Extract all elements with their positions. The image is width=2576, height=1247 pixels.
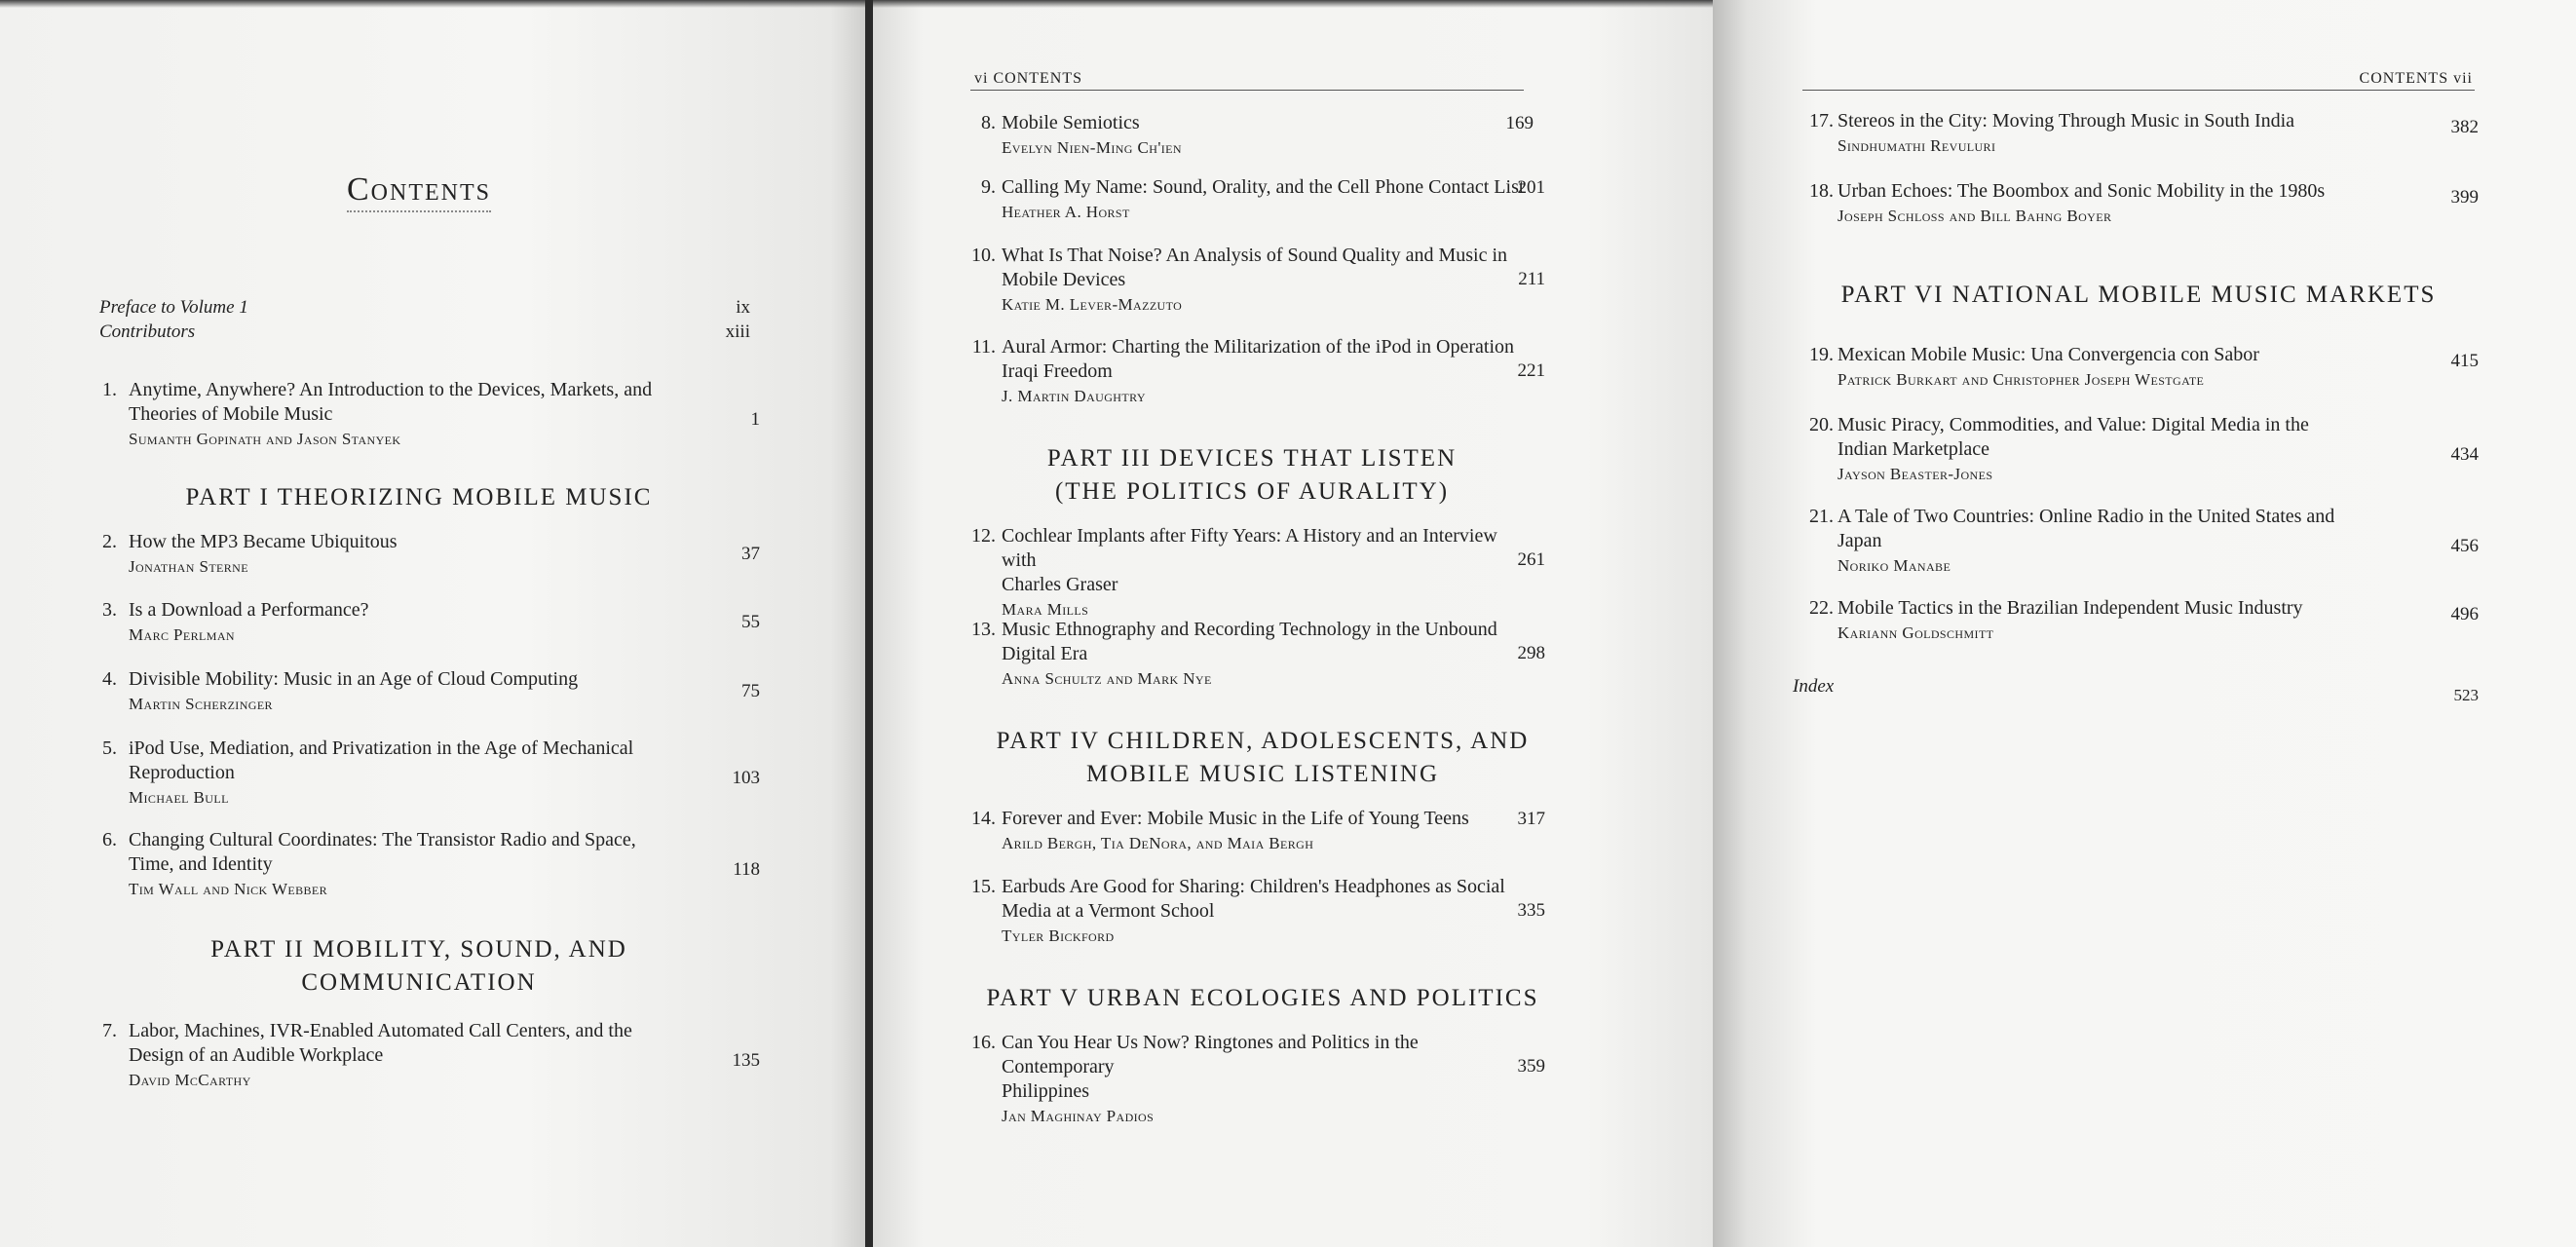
- toc-entry: [88, 828, 760, 901]
- header-rule: [970, 90, 1524, 91]
- entry-number: 14.: [971, 808, 996, 829]
- entry-author: Evelyn Nien-Ming Ch'ien: [1002, 138, 1182, 157]
- entry-title-line: Can You Hear Us Now? Ringtones and Politics in the Contemporary: [1002, 1032, 1419, 1077]
- entry-title-line: Earbuds Are Good for Sharing: Children's Headphones as Social: [1002, 876, 1505, 897]
- entry-title-line: Indian Marketplace: [1837, 438, 1990, 460]
- toc-entry: [1802, 413, 2479, 486]
- index-label: Index: [1793, 676, 1835, 697]
- entry-title-line: Charles Graser: [1002, 574, 1118, 595]
- entry-number: 3.: [102, 599, 117, 621]
- entry-title-line: Anytime, Anywhere? An Introduction to the Devices, Markets, and: [129, 379, 653, 400]
- entry-title-line: A Tale of Two Countries: Online Radio in the United States and: [1837, 506, 2335, 527]
- part-heading: [970, 442, 1534, 509]
- toc-entry: [970, 335, 1545, 408]
- entry-title-line: Media at a Vermont School: [1002, 900, 1215, 922]
- entry-number: 13.: [971, 619, 996, 640]
- entry-title-line: Mexican Mobile Music: Una Convergencia con Sabor: [1837, 344, 2259, 365]
- entry-title-line: Is a Download a Performance?: [129, 599, 369, 621]
- page-number: 169: [1505, 113, 1534, 133]
- page-number: 523: [2453, 686, 2479, 704]
- entry-title-line: Cochlear Implants after Fifty Years: A History and an Interview with: [1002, 525, 1497, 571]
- entry-title-line: Theories of Mobile Music: [129, 403, 333, 425]
- entry-title-line: Aural Armor: Charting the Militarization of the iPod in Operation: [1002, 336, 1515, 358]
- entry-number: 15.: [971, 876, 996, 897]
- entry-title-line: Mobile Tactics in the Brazilian Independent Music Industry: [1837, 597, 2303, 619]
- toc-entry: [1802, 505, 2479, 578]
- toc-entry: [88, 378, 760, 451]
- page-number: 135: [732, 1050, 760, 1071]
- toc-entry: [1802, 596, 2479, 645]
- entry-author: Tyler Bickford: [1002, 926, 1115, 945]
- entry-author: Noriko Manabe: [1837, 556, 1951, 575]
- entry-author: Jan Maghinay Padios: [1002, 1107, 1155, 1125]
- entry-title-line: What Is That Noise? An Analysis of Sound Quality and Music in: [1002, 245, 1508, 266]
- entry-number: 10.: [971, 245, 996, 266]
- entry-author: Mara Mills: [1002, 600, 1089, 619]
- page-number: 335: [1517, 900, 1545, 921]
- page-number: 118: [733, 859, 760, 880]
- toc-entry: [1802, 179, 2479, 228]
- entry-title-line: Labor, Machines, IVR-Enabled Automated Call Centers, and the: [129, 1020, 632, 1041]
- toc-entry: [88, 737, 760, 810]
- toc-entry: [1802, 343, 2479, 392]
- entry-number: 21.: [1809, 506, 1834, 527]
- entry-number: 6.: [102, 829, 117, 850]
- entry-title-line: Design of an Audible Workplace: [129, 1044, 384, 1066]
- entry-number: 16.: [971, 1032, 996, 1053]
- entry-author: Arild Bergh, Tia DeNora, and Maia Bergh: [1002, 834, 1314, 852]
- entry-author: Tim Wall and Nick Webber: [129, 880, 328, 898]
- entry-author: David McCarthy: [129, 1071, 251, 1089]
- right-page: [1713, 0, 2576, 1247]
- entry-number: 4.: [102, 668, 117, 690]
- entry-author: Marc Perlman: [129, 625, 235, 644]
- entry-title-line: Changing Cultural Coordinates: The Transistor Radio and Space,: [129, 829, 636, 850]
- entry-number: 11.: [971, 336, 996, 358]
- entry-title-line: Reproduction: [129, 762, 235, 783]
- page-number: 382: [2450, 117, 2479, 137]
- entry-number: 17.: [1809, 110, 1834, 132]
- entry-number: 8.: [981, 112, 996, 133]
- page-number: 496: [2450, 604, 2479, 624]
- entry-title-line: How the MP3 Became Ubiquitous: [129, 531, 398, 552]
- contents-heading: Contents: [347, 171, 491, 212]
- entry-author: Sindhumathi Revuluri: [1837, 136, 1996, 155]
- part-heading-line: MOBILE MUSIC LISTENING: [1085, 761, 1440, 787]
- entry-title-line: Forever and Ever: Mobile Music in the Life of Young Teens: [1002, 808, 1469, 829]
- toc-entry: [970, 244, 1545, 317]
- entry-number: 1.: [102, 379, 117, 400]
- entry-author: Martin Scherzinger: [129, 695, 273, 713]
- page-number: 221: [1517, 360, 1545, 381]
- toc-entry: [970, 111, 1534, 160]
- entry-title-line: Calling My Name: Sound, Orality, and the Cell Phone Contact List: [1002, 176, 1525, 198]
- page-number: 211: [1518, 269, 1545, 289]
- entry-title-line: Urban Echoes: The Boombox and Sonic Mobility in the 1980s: [1837, 180, 2326, 202]
- entry-title-line: Digital Era: [1002, 643, 1088, 664]
- part-heading: PART VI NATIONAL MOBILE MUSIC MARKETS: [1840, 282, 2437, 308]
- middle-page: [873, 0, 1713, 1247]
- entry-title-line: Music Ethnography and Recording Technology in the Unbound: [1002, 619, 1497, 640]
- page-number: 415: [2450, 351, 2479, 371]
- toc-entry: [1802, 109, 2479, 158]
- toc-entry: [970, 1031, 1545, 1128]
- entry-author: Anna Schultz and Mark Nye: [1002, 669, 1212, 688]
- entry-title-line: Time, and Identity: [129, 853, 273, 875]
- entry-number: 22.: [1809, 597, 1834, 619]
- front-matter-label: Contributors: [99, 321, 196, 342]
- entry-title-line: Stereos in the City: Moving Through Music in South India: [1837, 110, 2295, 132]
- left-page: [0, 0, 865, 1247]
- toc-entry: [970, 175, 1545, 224]
- entry-number: 20.: [1809, 414, 1834, 435]
- page-number: 359: [1517, 1056, 1545, 1077]
- part-heading-line: PART IV CHILDREN, ADOLESCENTS, AND: [996, 728, 1530, 754]
- entry-number: 7.: [102, 1020, 117, 1041]
- part-heading: PART V URBAN ECOLOGIES AND POLITICS: [986, 985, 1539, 1011]
- entry-author: Kariann Goldschmitt: [1837, 624, 1994, 642]
- entry-number: 12.: [971, 525, 996, 547]
- toc-entry: [970, 524, 1545, 622]
- page-number: 298: [1517, 643, 1545, 663]
- page-number: 434: [2450, 444, 2479, 465]
- toc-entry: [88, 667, 760, 716]
- page-number: 456: [2450, 536, 2479, 556]
- entry-author: Jayson Beaster-Jones: [1837, 465, 1993, 483]
- entry-author: Joseph Schloss and Bill Bahng Boyer: [1837, 207, 2112, 225]
- entry-number: 18.: [1809, 180, 1834, 202]
- page-number: 37: [741, 544, 760, 564]
- page-number: 1: [750, 409, 760, 430]
- part-heading-line: PART III DEVICES THAT LISTEN: [1046, 445, 1458, 472]
- part-heading: [970, 725, 1555, 791]
- entry-number: 5.: [102, 737, 117, 759]
- entry-title-line: Japan: [1837, 530, 1882, 551]
- toc-entry: [970, 875, 1545, 948]
- toc-entry: [88, 598, 760, 647]
- entry-title-line: iPod Use, Mediation, and Privatization in the Age of Mechanical: [129, 737, 634, 759]
- running-head: vi CONTENTS: [974, 70, 1082, 87]
- entry-author: Michael Bull: [129, 788, 229, 807]
- page-edge-shadow: [0, 0, 865, 8]
- page-number: ix: [736, 297, 750, 318]
- page-number: 103: [732, 768, 760, 788]
- part-heading-line: COMMUNICATION: [301, 969, 537, 996]
- entry-author: Jonathan Sterne: [129, 557, 248, 576]
- entry-author: Sumanth Gopinath and Jason Stanyek: [129, 430, 401, 448]
- page-number: 201: [1517, 177, 1545, 198]
- entry-number: 2.: [102, 531, 117, 552]
- entry-title-line: Mobile Devices: [1002, 269, 1126, 290]
- toc-entry: [970, 618, 1545, 691]
- front-matter-label: Preface to Volume 1: [99, 297, 248, 318]
- page-number: 261: [1517, 549, 1545, 570]
- page-number: 317: [1517, 809, 1545, 829]
- running-head: CONTENTS vii: [2359, 70, 2473, 87]
- entry-author: Patrick Burkart and Christopher Joseph Westgate: [1837, 370, 2205, 389]
- entry-author: Heather A. Horst: [1002, 203, 1130, 221]
- entry-number: 9.: [981, 176, 996, 198]
- page-edge-shadow: [873, 0, 1713, 8]
- header-rule: [1802, 90, 2475, 91]
- part-heading-line: (THE POLITICS OF AURALITY): [1054, 478, 1450, 505]
- entry-number: 19.: [1809, 344, 1834, 365]
- entry-author: Katie M. Lever-Mazzuto: [1002, 295, 1183, 314]
- page-number: 55: [741, 612, 760, 632]
- page-number: 75: [741, 681, 760, 701]
- toc-entry: [970, 807, 1545, 855]
- entry-title-line: Philippines: [1002, 1080, 1090, 1102]
- entry-title-line: Mobile Semiotics: [1002, 112, 1140, 133]
- entry-title-line: Iraqi Freedom: [1002, 360, 1113, 382]
- toc-entry: [88, 1019, 760, 1092]
- part-heading: PART I THEORIZING MOBILE MUSIC: [185, 484, 653, 510]
- page-number: 399: [2450, 187, 2479, 208]
- page-number: xiii: [725, 321, 750, 342]
- entry-title-line: Divisible Mobility: Music in an Age of Cloud Computing: [129, 668, 579, 690]
- entry-author: J. Martin Daughtry: [1002, 387, 1146, 405]
- toc-entry: [88, 530, 760, 579]
- entry-title-line: Music Piracy, Commodities, and Value: Digital Media in the: [1837, 414, 2309, 435]
- part-heading: [117, 933, 721, 1000]
- part-heading-line: PART II MOBILITY, SOUND, AND: [210, 936, 627, 963]
